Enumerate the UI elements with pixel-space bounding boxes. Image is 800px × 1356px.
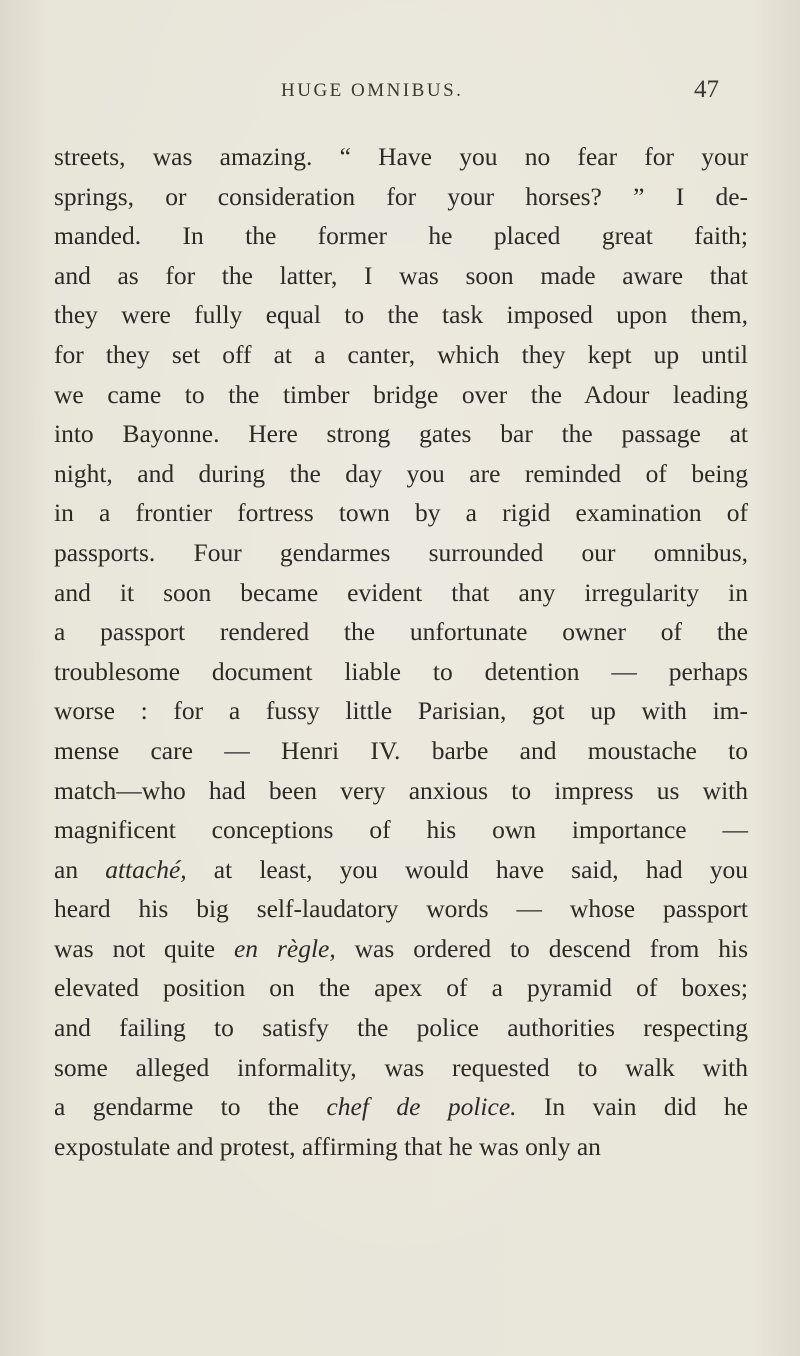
text-line: heard his big self-laudatory words — whose passport — [54, 894, 748, 924]
text-line: troublesome document liable to detention — perhaps — [54, 656, 748, 686]
running-head-title: HUGE OMNIBUS. — [281, 80, 464, 101]
text-line: was not quite en règle, was ordered to descend from his — [54, 933, 748, 963]
text-line: passports. Four gendarmes surrounded our omnibus, — [54, 537, 748, 567]
page-number: 47 — [694, 76, 719, 103]
text-line: some alleged informality, was requested to walk with — [54, 1052, 748, 1082]
text-line: in a frontier fortress town by a rigid examination of — [54, 498, 748, 528]
text-line: elevated position on the apex of a pyramid of boxes; — [54, 973, 748, 1003]
text-line: magnificent conceptions of his own importance — — [54, 815, 748, 845]
italic-text: en règle, — [233, 933, 336, 963]
text-line: they were fully equal to the task imposed upon them, — [54, 300, 748, 330]
text-line: an attaché, at least, you would have said, had you — [54, 854, 748, 884]
text-line: springs, or consideration for your horses? ” I de- — [54, 181, 748, 211]
italic-text: chef de police. — [326, 1092, 517, 1122]
body-text — [54, 137, 748, 1166]
text-line: for they set off at a canter, which they kept up until — [54, 339, 748, 369]
text-line: expostulate and protest, affirming that he was only an — [54, 1131, 601, 1161]
text-line: and it soon became evident that any irregularity in — [54, 577, 748, 607]
text-line: and failing to satisfy the police authorities respecting — [54, 1013, 748, 1043]
text-line: we came to the timber bridge over the Adour leading — [54, 379, 748, 409]
text-line: match—who had been very anxious to impress us with — [54, 775, 748, 805]
running-head — [0, 76, 800, 106]
text-line: night, and during the day you are reminded of being — [54, 458, 748, 488]
text-line: manded. In the former he placed great faith; — [54, 221, 748, 251]
italic-text: attaché, — [105, 854, 187, 884]
text-line: a passport rendered the unfortunate owner of the — [54, 617, 748, 647]
text-line: and as for the latter, I was soon made aware that — [54, 260, 748, 290]
text-line: mense care — Henri IV. barbe and moustache to — [54, 735, 748, 765]
text-line: streets, was amazing. “ Have you no fear for your — [54, 142, 748, 171]
text-line: worse : for a fussy little Parisian, got up with im- — [54, 696, 748, 726]
text-line: a gendarme to the chef de police. In vain did he — [54, 1092, 748, 1122]
text-line: into Bayonne. Here strong gates bar the passage at — [54, 419, 748, 449]
